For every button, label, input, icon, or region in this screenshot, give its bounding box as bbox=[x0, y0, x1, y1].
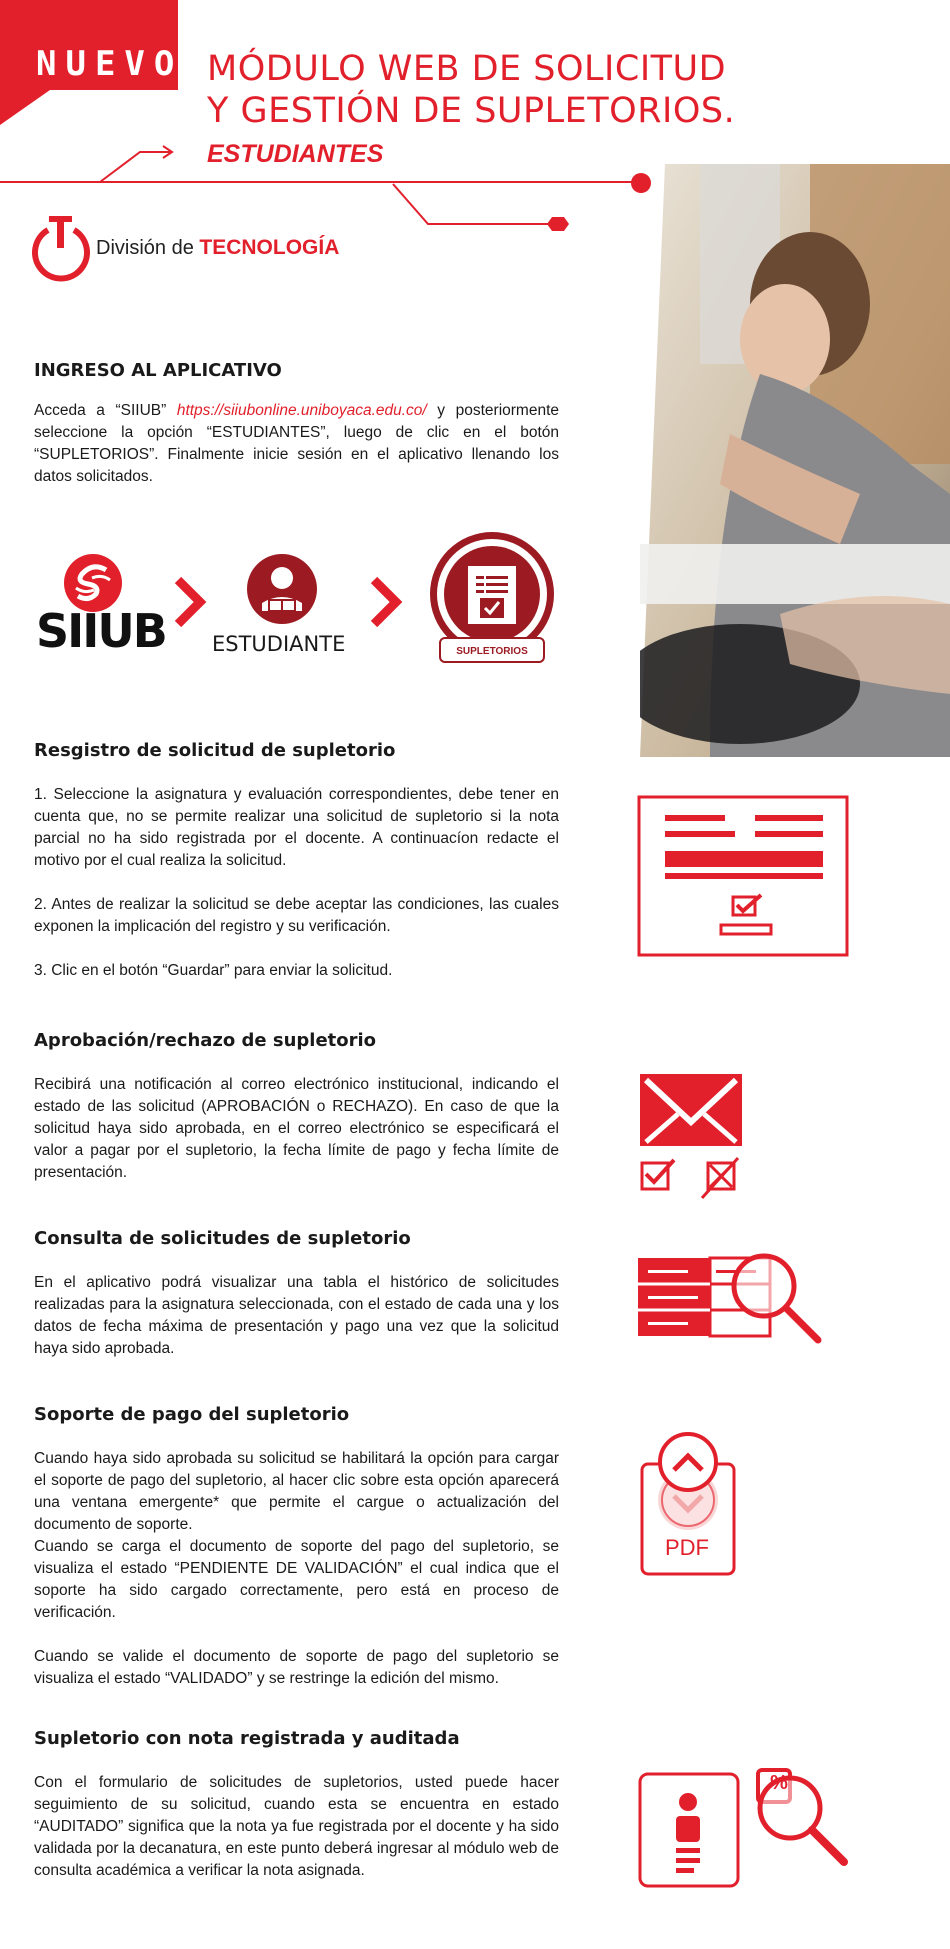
section-text-registro: 1. Seleccione la asignatura y evaluación correspondientes, debe tener en cuenta que, no se permite realizar una solicitud de supletorio si la nota parcial no ha sido registrada por el docente. A continuacíon redacte el motivo por el cual realiza la solicitud. 2. Antes de realizar la solicitud se debe aceptar las condiciones, las cuales exponen la implicación del registro y su verificación. 3. Clic en el botón “Guardar” para enviar la solicitud. bbox=[34, 786, 559, 979]
division-label: División de TECNOLOGÍA bbox=[96, 236, 340, 259]
section-text-soporte: Cuando haya sido aprobada su solicitud se habilitará la opción para cargar el soporte de pago del supletorio, al hacer clic sobre esta opción aparecerá una ventana emergente* que permite el cargue o actualización del documento de soporte. Cuando se carga el documento de soporte del pago del supletorio, se visualiza el estado “PENDIENTE DE VALIDACIÓN” el cual indica que el soporte ha sido cargado correctamente, pero está en proceso de verificación. Cuando se valide el documento de soporte de pago del supletorio se visualiza el estado “VALIDADO” y se restringe la edición del mismo. bbox=[34, 1450, 559, 1687]
student-reading-icon bbox=[246, 553, 318, 625]
circuit-line-lower bbox=[393, 184, 552, 224]
section-text-consulta: En el aplicativo podrá visualizar una tabla el histórico de solicitudes realizadas para la asignatura seleccionada, con el estado de cada una y los datos de fecha máxima de presentación y pago una vez que la solicitud haya sido aprobada. bbox=[34, 1274, 559, 1357]
supletorios-label: SUPLETORIOS bbox=[456, 646, 528, 657]
email-notification-icon bbox=[636, 1070, 752, 1202]
siiub-label: SIIUB bbox=[36, 604, 166, 658]
section-title-aprobacion: Aprobación/rechazo de supletorio bbox=[34, 1030, 377, 1051]
student-label: ESTUDIANTE bbox=[212, 632, 346, 656]
audit-id-search-icon bbox=[636, 1766, 856, 1892]
chevron-right-icon bbox=[368, 576, 404, 628]
section-text-auditada: Con el formulario de solicitudes de supletorios, usted puede hacer seguimiento de su solicitud, cuando esta se encuentra en estado “AUDITADO” significa que la nota ya fue registrada por el docente y ha sido validada por la decanatura, en este punto deberá ingresar al módulo web de consulta académica a verificar la nota asignada. bbox=[34, 1774, 559, 1879]
section-title-registro: Resgistro de solicitud de supletorio bbox=[34, 740, 396, 761]
section-title-auditada: Supletorio con nota registrada y auditada bbox=[34, 1728, 460, 1749]
circuit-line-arrow bbox=[100, 152, 170, 182]
percent-label: % bbox=[770, 1772, 788, 1794]
chevron-right-icon bbox=[172, 576, 208, 628]
siiub-link[interactable]: https://siiubonline.uniboyaca.edu.co/ bbox=[176, 402, 427, 419]
power-logo-icon bbox=[30, 214, 90, 284]
section-title-ingreso: INGRESO AL APLICATIVO bbox=[34, 360, 282, 381]
section-text-ingreso: Acceda a “SIIUB” https://siiubonline.uniboyaca.edu.co/ y posteriormente seleccione la opción “ESTUDIANTES”, luego de clic en el botón “SUPLETORIOS”. Finalmente inicie sesión en el aplicativo llenando los datos solicitados. bbox=[34, 402, 559, 485]
section-text-aprobacion: Recibirá una notificación al correo electrónico institucional, indicando el estado de las solicitud (APROBACIÓN o RECHAZO). En caso de que la solicitud haya sido aprobada, en el correo electrónico se especificará el valor a pagar por el supletorio, la fecha límite de pago y fecha límite de presentación. bbox=[34, 1076, 559, 1181]
page-subtitle: ESTUDIANTES bbox=[207, 140, 384, 168]
students-photo bbox=[640, 164, 950, 757]
pdf-label: PDF bbox=[665, 1535, 709, 1560]
form-icon bbox=[637, 795, 851, 959]
page-title: MÓDULO WEB DE SOLICITUD Y GESTIÓN DE SUPLETORIOS. bbox=[207, 49, 736, 131]
table-search-icon bbox=[636, 1250, 826, 1350]
section-title-consulta: Consulta de solicitudes de supletorio bbox=[34, 1228, 411, 1249]
nuevo-badge-label: NUEVO bbox=[36, 44, 184, 84]
circuit-node-hex bbox=[547, 217, 569, 231]
section-title-soporte: Soporte de pago del supletorio bbox=[34, 1404, 350, 1425]
